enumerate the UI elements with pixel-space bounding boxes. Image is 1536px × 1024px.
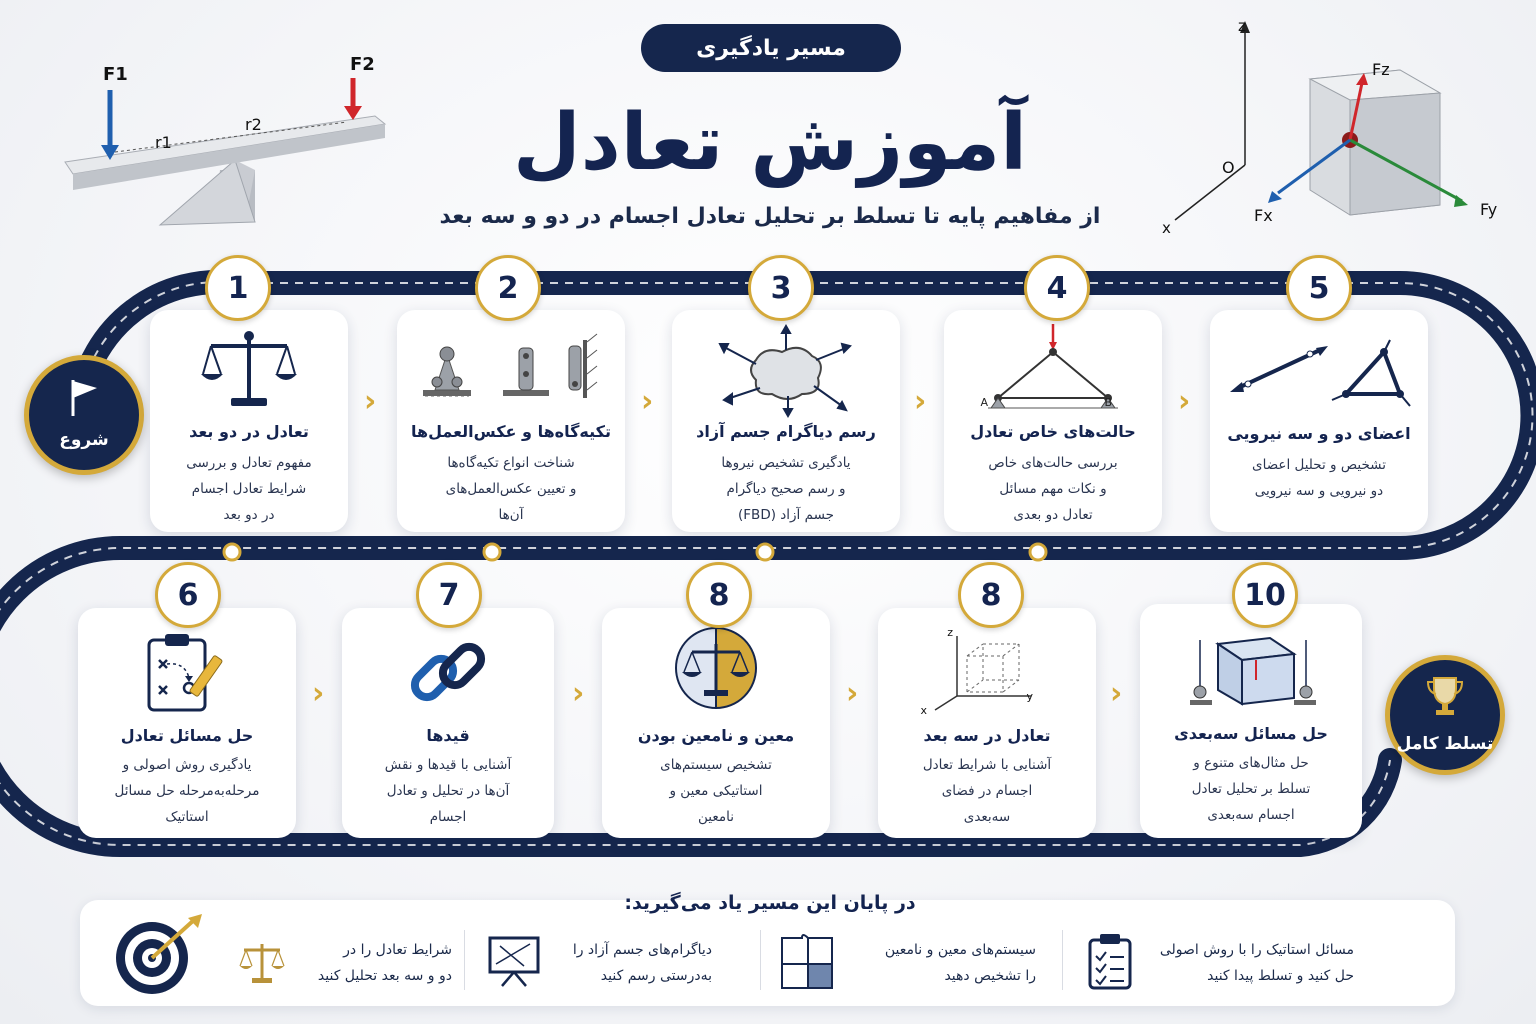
- chevron-icon: ›: [641, 384, 654, 419]
- page-subtitle: از مفاهیم پایه تا تسلط بر تحلیل تعادل اجسام در دو و سه بعد: [439, 204, 1101, 229]
- step-card-8[interactable]: معین و نامعین بودن تشخیص سیستم‌های استاتیکی معین و نامعین: [602, 608, 830, 838]
- chevron-icon: ›: [312, 676, 325, 711]
- step-card-3[interactable]: رسم دیاگرام جسم آزاد یادگیری تشخیص نیروها و رسم صحیح دیاگرام جسم آزاد (FBD): [672, 310, 900, 532]
- chevron-icon: ›: [1178, 384, 1191, 419]
- outcome-3: دیاگرام‌های جسم آزاد را به‌درستی رسم کنید: [572, 942, 712, 984]
- step-card-10[interactable]: حل مسائل سه‌بعدی حل مثال‌های متنوع و تسلط بر تحلیل تعادل اجسام سه‌بعدی: [1140, 604, 1362, 838]
- page-title: آموزش تعادل: [513, 98, 1027, 188]
- svg-text:A: A: [980, 396, 988, 409]
- truss-icon: [980, 322, 1118, 414]
- svg-text:O: O: [1222, 158, 1235, 177]
- svg-text:z: z: [947, 626, 953, 639]
- outcome-1: مسائل استاتیک را با روش اصولی حل کنید و تسلط پیدا کنید: [1159, 942, 1354, 984]
- step-number-6: 6: [155, 562, 221, 628]
- step-card-2[interactable]: تکیه‌گاه‌ها و عکس‌العمل‌ها شناخت انواع تکیه‌گاه‌ها و تعیین عکس‌العمل‌های آن‌ها: [397, 310, 625, 532]
- step-card-4[interactable]: A B حالت‌های خاص تعادل بررسی حالت‌های خاص و نکات مهم مسائل تعادل دو بعدی: [944, 310, 1162, 532]
- puzzle-icon: [778, 934, 836, 990]
- supports-icon: [421, 334, 601, 404]
- svg-text:x: x: [1162, 219, 1171, 237]
- svg-text:y: y: [1026, 690, 1033, 703]
- step-card-9[interactable]: z y x تعادل در سه بعد آشنایی با شرایط تعادل اجسام در فضای سه‌بعدی: [878, 608, 1096, 838]
- chevron-icon: ›: [572, 676, 585, 711]
- outcome-2: سیستم‌های معین و نامعین را تشخیص دهید: [884, 942, 1036, 984]
- svg-text:Fz: Fz: [1372, 60, 1390, 79]
- svg-text:B: B: [1104, 396, 1112, 409]
- outcomes-title: در پایان این مسیر یاد می‌گیرید:: [624, 892, 916, 914]
- chevron-icon: ›: [846, 676, 859, 711]
- f2-label: F2: [350, 54, 375, 75]
- 3d-cube-axes-icon: [920, 626, 1047, 717]
- svg-text:x: x: [920, 704, 927, 717]
- svg-text:z: z: [1238, 17, 1246, 35]
- svg-text:Fy: Fy: [1480, 200, 1498, 219]
- determinacy-scale-icon: [674, 626, 758, 710]
- chevron-icon: ›: [364, 384, 377, 419]
- gold-scale-icon: [238, 938, 286, 986]
- mastery-badge: تسلط کامل: [1385, 655, 1505, 775]
- step-number-5: 5: [1286, 255, 1352, 321]
- step-card-7[interactable]: قیدها آشنایی با قیدها و نقش آن‌ها در تحلیل و تعادل اجسام: [342, 608, 554, 838]
- step-number-2: 2: [475, 255, 541, 321]
- f1-label: F1: [103, 64, 128, 85]
- outcome-4: شرایط تعادل را در دو و سه بعد تحلیل کنید: [317, 942, 452, 984]
- step-number-1: 1: [205, 255, 271, 321]
- step-number-4: 4: [1024, 255, 1090, 321]
- trophy-icon: [1426, 674, 1464, 718]
- balance-scale-icon: [201, 328, 297, 410]
- two-three-force-member-icon: [1224, 338, 1414, 414]
- start-badge: شروع: [24, 355, 144, 475]
- chevron-icon: ›: [914, 384, 927, 419]
- r1-label: r1: [155, 133, 172, 152]
- svg-text:Fx: Fx: [1254, 206, 1273, 225]
- free-body-diagram-icon: [716, 324, 856, 416]
- step-card-1[interactable]: تعادل در دو بعد مفهوم تعادل و بررسی شرایط تعادل اجسام در دو بعد: [150, 310, 348, 532]
- step-card-5[interactable]: اعضای دو و سه نیرویی تشخیص و تحلیل اعضای دو نیرویی و سه نیرویی: [1210, 310, 1428, 532]
- target-arrow-icon: [112, 912, 204, 996]
- step-number-9: 8: [958, 562, 1024, 628]
- presentation-board-icon: [486, 934, 542, 988]
- step-number-8: 8: [686, 562, 752, 628]
- chain-link-icon: [408, 638, 488, 708]
- step-number-10: 10: [1232, 562, 1298, 628]
- flag-icon: [67, 378, 101, 418]
- lever-illustration: [55, 50, 395, 240]
- clipboard-strategy-icon: [145, 632, 229, 712]
- learning-path-pill: مسیر یادگیری: [641, 24, 901, 72]
- r2-label: r2: [245, 115, 262, 134]
- step-card-6[interactable]: حل مسائل تعادل یادگیری روش اصولی و مرحله‌به‌مرحله حل مسائل استاتیک: [78, 608, 296, 838]
- 3d-force-illustration: [1150, 15, 1510, 240]
- chevron-icon: ›: [1110, 676, 1123, 711]
- checklist-icon: [1086, 932, 1134, 990]
- step-number-3: 3: [748, 255, 814, 321]
- 3d-block-supports-icon: [1186, 620, 1316, 710]
- step-number-7: 7: [416, 562, 482, 628]
